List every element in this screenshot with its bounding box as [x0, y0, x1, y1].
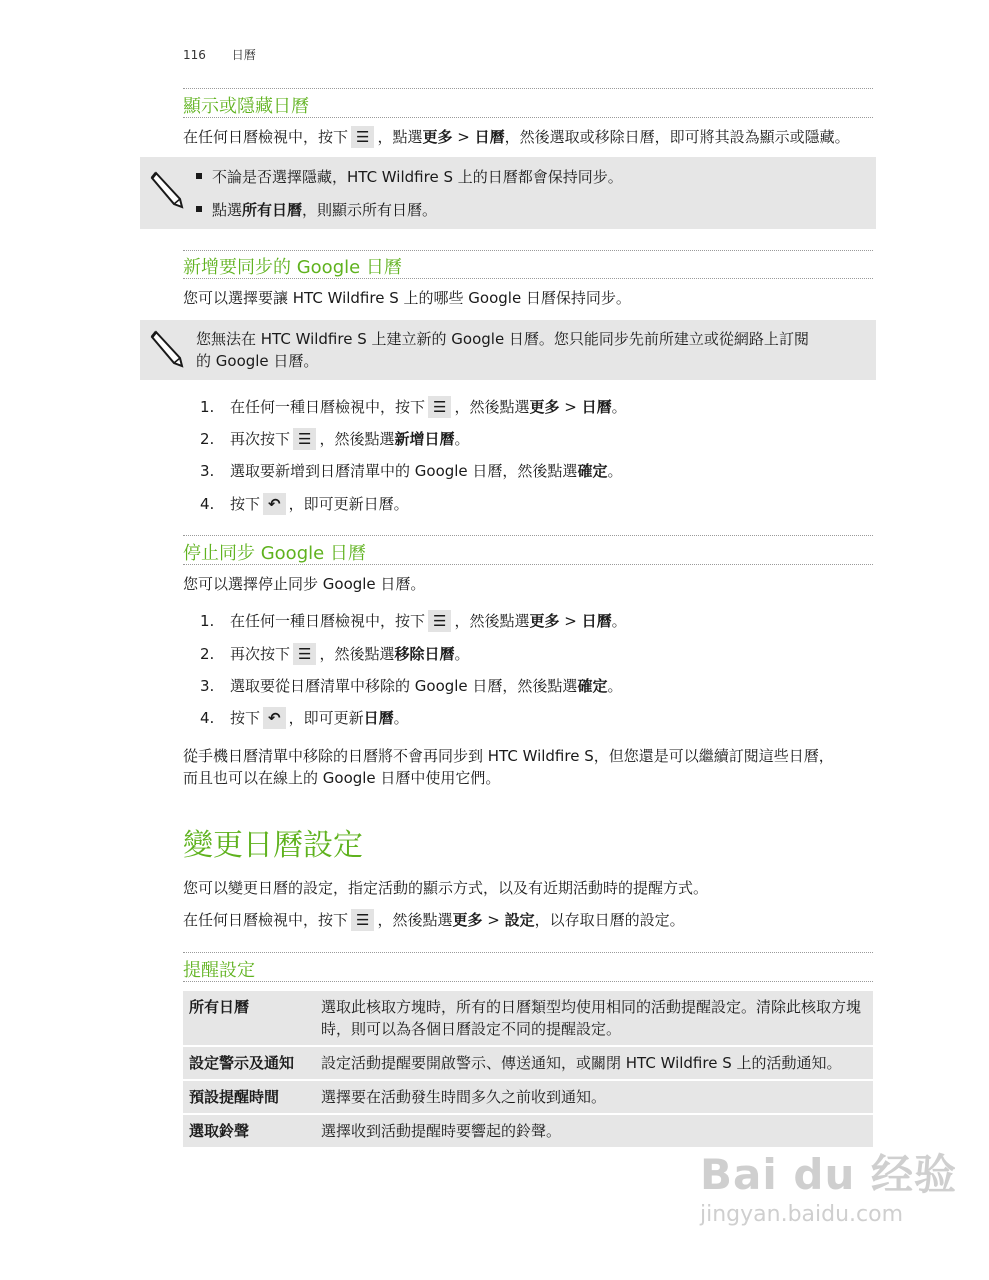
paragraph-change-1: 您可以變更日曆的設定，指定活動的顯示方式，以及有近期活動時的提醒方式。: [183, 879, 709, 897]
note-box: [140, 157, 876, 229]
setting-key: 選取鈴聲: [183, 1114, 315, 1148]
table-row: [183, 1046, 873, 1080]
pencil-icon: [150, 169, 186, 209]
divider: [183, 981, 873, 982]
table-row: [183, 991, 873, 1046]
watermark: [700, 1142, 957, 1227]
section-title-add-sync: 新增要同步的 Google 日曆: [183, 257, 402, 278]
pencil-icon: [150, 328, 186, 368]
setting-value: 設定活動提醒要開啟警示、傳送通知，或關閉 HTC Wildfire S 上的活動通知。: [315, 1046, 873, 1080]
reminder-settings-table: [183, 991, 873, 1149]
page-header: [183, 46, 278, 63]
list-item: 3. 選取要從日曆清單中移除的 Google 日曆，然後點選確定。: [200, 677, 623, 695]
note-text: 您無法在 HTC Wildfire S 上建立新的 Google 日曆。您只能同步先前所建立或從網路上訂閱: [196, 330, 809, 348]
setting-key: 預設提醒時間: [183, 1080, 315, 1114]
setting-value: 選取此核取方塊時，所有的日曆類型均使用相同的活動提醒設定。清除此核取方塊時，則可以為各個日曆設定不同的提醒設定。: [315, 991, 873, 1046]
menu-icon: ☰: [428, 396, 451, 418]
setting-value: 選擇要在活動發生時間多久之前收到通知。: [315, 1080, 873, 1114]
section-title-stop-sync: 停止同步 Google 日曆: [183, 543, 366, 564]
menu-icon: ☰: [351, 126, 374, 148]
list-item: 1. 在任何一種日曆檢視中，按下 ☰ ，然後點選更多 > 日曆。: [200, 612, 627, 630]
list-item: 2. 再次按下 ☰ ，然後點選移除日曆。: [200, 645, 470, 663]
list-item: 1. 在任何一種日曆檢視中，按下 ☰ ，然後點選更多 > 日曆。: [200, 398, 627, 416]
list-item: 3. 選取要新增到日曆清單中的 Google 日曆，然後點選確定。: [200, 462, 623, 480]
watermark-url: jingyan.baidu.com: [700, 1202, 904, 1227]
note-item: 點選所有日曆，則顯示所有日曆。: [196, 199, 437, 221]
note-item: 不論是否選擇隱藏，HTC Wildfire S 上的日曆都會保持同步。: [196, 166, 623, 188]
paragraph-change-2: 在任何日曆檢視中，按下 ☰ ，然後點選更多 > 設定，以存取日曆的設定。: [183, 911, 685, 929]
divider: [183, 535, 873, 536]
paragraph-stop-sync: 您可以選擇停止同步 Google 日曆。: [183, 575, 426, 593]
list-item: 4. 按下 ↶ ，即可更新日曆。: [200, 495, 409, 513]
setting-key: 設定警示及通知: [183, 1046, 315, 1080]
divider: [183, 278, 873, 279]
note-box: [140, 320, 876, 380]
setting-key: 所有日曆: [183, 991, 315, 1046]
menu-icon: ☰: [293, 428, 316, 450]
page-number: 116: [183, 48, 206, 62]
divider: [183, 250, 873, 251]
paragraph-outro-line1: 從手機日曆清單中移除的日曆將不會再同步到 HTC Wildfire S，但您還是可以繼續訂閱這些日曆，: [183, 747, 834, 765]
paragraph-outro-line2: 而且也可以在線上的 Google 日曆中使用它們。: [183, 769, 501, 787]
divider: [183, 952, 873, 953]
section-title-show-hide: 顯示或隱藏日曆: [183, 96, 309, 117]
list-item: 2. 再次按下 ☰ ，然後點選新增日曆。: [200, 430, 470, 448]
divider: [183, 117, 873, 118]
chapter-title: 日曆: [231, 48, 256, 62]
divider: [183, 564, 873, 565]
watermark-brand: Bai du 经验: [700, 1150, 957, 1199]
setting-value: 選擇收到活動提醒時要響起的鈴聲。: [315, 1114, 873, 1148]
paragraph-add-sync: 您可以選擇要讓 HTC Wildfire S 上的哪些 Google 日曆保持同步。: [183, 289, 631, 307]
section-title-reminder: 提醒設定: [183, 960, 255, 981]
divider: [183, 88, 873, 89]
menu-icon: ☰: [351, 909, 374, 931]
table-row: [183, 1080, 873, 1114]
back-icon: ↶: [263, 493, 286, 515]
list-item: 4. 按下 ↶ ，即可更新日曆。: [200, 709, 409, 727]
note-text: 的 Google 日曆。: [196, 352, 319, 370]
section-title-change-settings: 變更日曆設定: [183, 828, 363, 863]
back-icon: ↶: [263, 707, 286, 729]
menu-icon: ☰: [428, 610, 451, 632]
paragraph-show-hide: 在任何日曆檢視中，按下 ☰ ，點選更多 > 日曆，然後選取或移除日曆，即可將其設為顯示或隱藏。: [183, 128, 850, 146]
menu-icon: ☰: [293, 643, 316, 665]
